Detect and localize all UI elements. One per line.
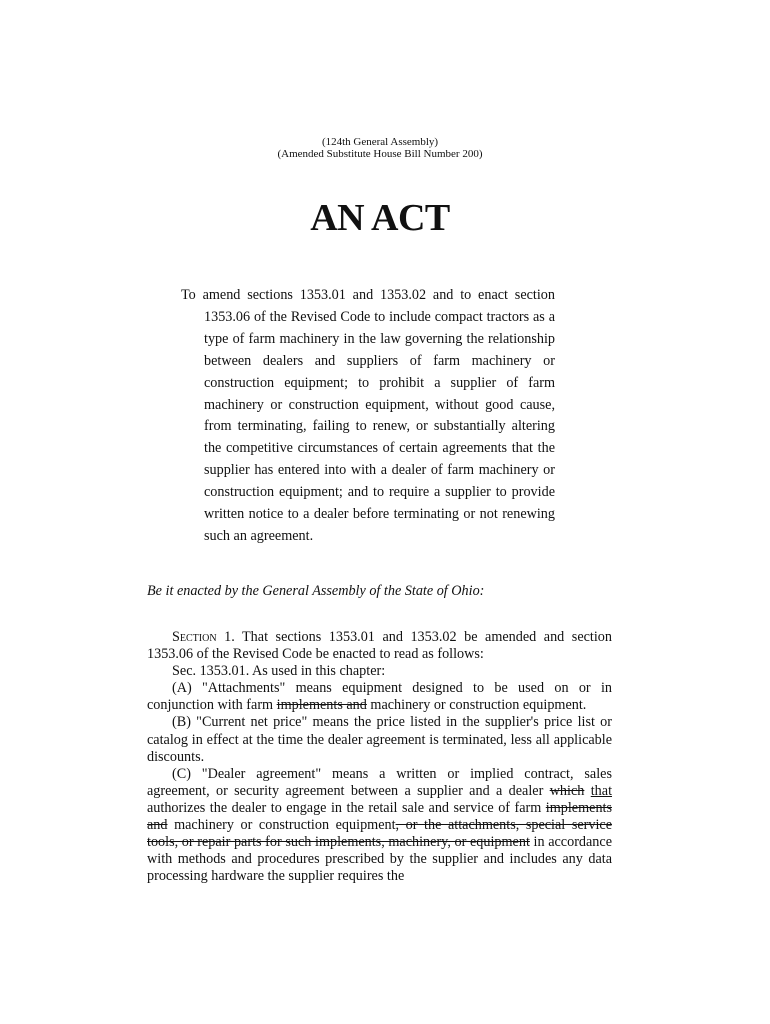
- section-1-text: 1. That sections 1353.01 and 1353.02 be amended and section 1353.06 of the Revised Code be enacted to read as follows:: [147, 629, 612, 663]
- act-body: [147, 629, 612, 885]
- paragraph-b: (B) "Current net price" means the price listed in the supplier's price list or catalog in effect at the time the dealer agreement is terminated, less all applicable discounts.: [147, 714, 612, 765]
- paragraph-c-text-mid2: machinery or construction equipment: [167, 817, 396, 834]
- bill-number-line: (Amended Substitute House Bill Number 200): [277, 148, 483, 160]
- assembly-header: [0, 136, 760, 160]
- inserted-text: that: [590, 782, 613, 799]
- section-label: Section: [172, 629, 217, 645]
- sec-1353-01-heading: Sec. 1353.01. As used in this chapter:: [172, 663, 386, 680]
- struck-text: implements and: [276, 697, 367, 714]
- paragraph-a: [147, 680, 612, 714]
- struck-text: , or the attachments, special service tools, or repair parts for such implements, machinery, or equipment: [147, 817, 612, 851]
- paragraph-a-text: (A) "Attachments" means equipment designed to be used on or in conjunction with farm: [147, 680, 612, 714]
- paragraph-a-text-end: machinery or construction equipment.: [366, 697, 587, 714]
- paragraph-c-text: (C) "Dealer agreement" means a written or implied contract, sales agreement, or security agreement between a supplier and a dealer: [147, 765, 612, 799]
- assembly-line: (124th General Assembly): [321, 136, 439, 148]
- paragraph-c-text-mid: authorizes the dealer to engage in the retail sale and service of farm: [147, 799, 546, 816]
- enacting-clause: Be it enacted by the General Assembly of the State of Ohio:: [147, 583, 485, 599]
- paragraph-c-text-end: in accordance with methods and procedures prescribed by the supplier and includes any data processing hardware the supplier requires the: [147, 834, 612, 885]
- paragraph-c: [147, 766, 612, 886]
- struck-text: which: [549, 782, 585, 799]
- struck-text: implements and: [147, 799, 612, 834]
- act-title: AN ACT: [310, 197, 450, 239]
- act-purpose-clause: To amend sections 1353.01 and 1353.02 and to enact section 1353.06 of the Revised Code to include compact tractors as a type of farm machinery in the law governing the relationship between dealers and suppliers of farm machinery or construction equipment; to prohibit a supplier of farm machinery or construction equipment, without good cause, from terminating, failing to renew, or substantially altering the competitive circumstances of certain agreements that the supplier has entered into with a dealer of farm machinery or construction equipment; and to require a supplier to provide written notice to a dealer before terminating or not renewing such an agreement.: [181, 287, 555, 544]
- section-1-paragraph: [147, 629, 612, 663]
